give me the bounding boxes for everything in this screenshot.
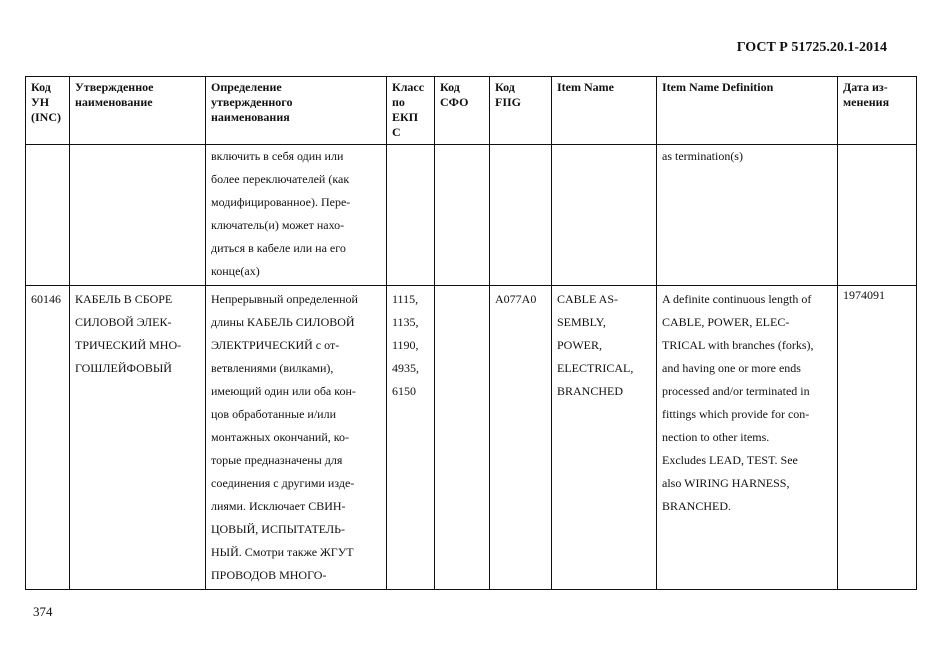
cell-class: 1115, 1135, 1190, 4935, 6150 <box>387 286 435 590</box>
col-header-approved-name: Утвержденное наименование <box>70 77 206 145</box>
cell-item-name: CABLE AS- SEMBLY, POWER, ELECTRICAL, BRANCHED <box>552 286 657 590</box>
cell-definition-ru: включить в себя один или более переключателей (как модифицированное). Пере- ключатель(и) может нахо- диться в кабеле или на его конце(ах) <box>206 145 387 286</box>
cell-item-name-definition: A definite continuous length of CABLE, POWER, ELEC- TRICAL with branches (forks), and having one or more ends processed and/or terminated in fittings which provide for con- nection to other items. Excludes LEAD, TEST. See also WIRING HARNESS, BRANCHED. <box>657 286 838 590</box>
col-header-definition: Определение утвержденного наименования <box>206 77 387 145</box>
col-header-item-name: Item Name <box>552 77 657 145</box>
cell-sfo <box>435 145 490 286</box>
cell-fiig: A077A0 <box>490 286 552 590</box>
cell-change-date <box>838 145 917 286</box>
cell-inc <box>26 145 70 286</box>
col-header-class: Класс по ЕКП С <box>387 77 435 145</box>
cell-item-name <box>552 145 657 286</box>
col-header-inc: Код УН (INC) <box>26 77 70 145</box>
page-number: 374 <box>33 604 53 619</box>
col-header-item-name-definition: Item Name Definition <box>657 77 838 145</box>
table-row-continued <box>26 145 917 286</box>
cell-change-date: 1974091 <box>838 286 917 590</box>
cell-sfo <box>435 286 490 590</box>
cell-name-ru <box>70 145 206 286</box>
table-header-row <box>26 77 917 145</box>
catalog-table <box>25 76 917 590</box>
cell-fiig <box>490 145 552 286</box>
table-row <box>26 286 917 590</box>
cell-class <box>387 145 435 286</box>
cell-item-name-definition: as termination(s) <box>657 145 838 286</box>
col-header-change-date: Дата из- менения <box>838 77 917 145</box>
col-header-sfo: Код СФО <box>435 77 490 145</box>
document-code: ГОСТ Р 51725.20.1-2014 <box>736 40 887 55</box>
cell-inc: 60146 <box>26 286 70 590</box>
col-header-fiig: Код FIIG <box>490 77 552 145</box>
cell-definition-ru: Непрерывный определенной длины КАБЕЛЬ СИЛОВОЙ ЭЛЕКТРИЧЕСКИЙ с от- ветвлениями (вилками), имеющий один или оба кон- цов обработанные и/или монтажных окончаний, ко- торые предназначены для соединения с другими изде- лиями. Исключает СВИН- ЦОВЫЙ, ИСПЫТАТЕЛЬ- НЫЙ. Смотри также ЖГУТ ПРОВОДОВ МНОГО- <box>206 286 387 590</box>
cell-name-ru: КАБЕЛЬ В СБОРЕ СИЛОВОЙ ЭЛЕК- ТРИЧЕСКИЙ МНО- ГОШЛЕЙФОВЫЙ <box>70 286 206 590</box>
